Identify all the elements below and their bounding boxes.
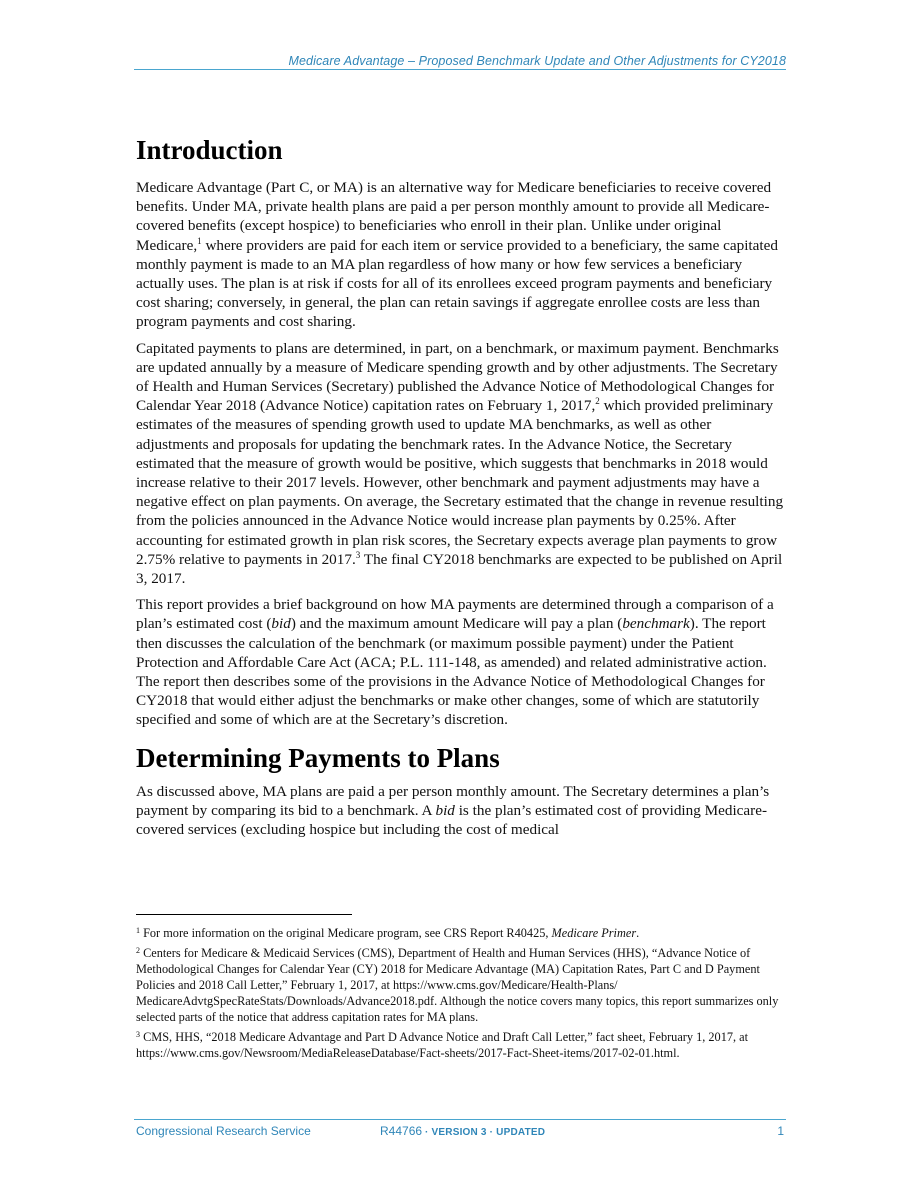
page-number: 1 [777,1124,784,1138]
intro-paragraph-2: Capitated payments to plans are determined, in part, on a benchmark, or maximum payment. Benchmarks are updated annually by a measure of Medicare spending growth and by other adjustments. The Secretary of Health and Human Services (Secretary) published the Advance Notice of Methodological Changes for Calendar Year 2018 (Advance Notice) capitation rates on February 1, 2017,$^2$ which provided preliminary estimates of the measures of spending growth used to update MA benchmarks, as well as other adjustments and proposals for updating the benchmark rates. In the Advance Notice, the Secretary estimated that the measure of growth would be positive, which suggests that benchmarks in 2018 would increase relative to their 2017 levels. However, other benchmark and payment adjustments may have a negative effect on plan payments. On average, the Secretary estimated that the change in revenue resulting from the policies announced in the Advance Notice would increase plan payments by 0.25%. After accounting for estimated growth in plan risk scores, the Secretary expects average plan payments to grow 2.75% relative to payments in 2017.$^3$ The final CY2018 benchmarks are expected to be published on April 3, 2017. [136,339,784,588]
header-title: Medicare Advantage – Proposed Benchmark Update and Other Adjustments for CY2018 [288,54,786,68]
payments-paragraph-1: As discussed above, MA plans are paid a per person monthly amount. The Secretary determines a plan’s payment by comparing its bid to a benchmark. A bid is the plan’s estimated cost of providing Medicare-covered services (excluding hospice but including the cost of medical [136,782,770,839]
intro-paragraph-3: This report provides a brief background on how MA payments are determined through a comparison of a plan’s estimated cost (bid) and the maximum amount Medicare will pay a plan (benchmark). The report then discusses the calculation of the benchmark (or maximum possible payment) under the Patient Protection and Affordable Care Act (ACA; P.L. 111-148, as amended) and related administrative action. The report then describes some of the provisions in the Advance Notice of Methodological Changes for CY2018 that would either adjust the benchmarks or make other changes, some of which are statutorily specified and some of which are at the Secretary’s discretion. [136,596,774,729]
intro-paragraph-1: Medicare Advantage (Part C, or MA) is an alternative way for Medicare beneficiaries to receive covered benefits. Under MA, private health plans are paid a per person monthly amount to provide all Medicare-covered benefits (except hospice) to beneficiaries who enroll in their plan. Unlike under original Medicare,$^1$ where providers are paid for each item or service provided to a beneficiary, the same capitated monthly payment is made to an MA plan regardless of how many or how few services a beneficiary actually uses. The plan is at risk if costs for all of its enrollees exceed program payments and beneficiary cost sharing; conversely, in general, the plan can retain savings if aggregate enrollee costs are less than program payments and cost sharing. [136,179,778,331]
footnote-ref-3[interactable]: 3 [355,549,361,560]
section-heading-introduction: Introduction [136,135,283,165]
running-header [134,53,786,70]
footer-version: · VERSION 3 · UPDATED [422,1127,546,1138]
section-heading-determining-payments: Determining Payments to Plans [136,742,500,773]
footnote-3: $^3$ CMS, HHS, “2018 Medicare Advantage and Part D Advance Notice and Draft Call Letter,” fact sheet, February 1, 2017, at https://www.cms.gov/Newsroom/MediaReleaseDatabase/Fact-sheets/2017-Fact-Sheet-items/2017-02-01.html. [136,1030,749,1060]
main-content [136,132,786,846]
page-footer [134,1119,786,1140]
footnote-ref-1[interactable]: 1 [197,235,202,246]
footer-report-number: R44766 · VERSION 3 · UPDATED [380,1124,546,1138]
footer-organization: Congressional Research Service [136,1124,311,1138]
footnote-1: $^1$ For more information on the original Medicare program, see CRS Report R40425, Medicare Primer. [136,926,640,940]
footnote-separator [136,914,352,915]
footnotes [136,925,786,1065]
footnote-ref-2[interactable]: 2 [595,396,600,407]
footnote-2: $^2$ Centers for Medicare & Medicaid Services (CMS), Department of Health and Human Services (HHS), “Advance Notice of Methodological Changes for Calendar Year (CY) 2018 for Medicare Advantage (MA) Capitation Rates, Part C and D Payment Policies and 2018 Call Letter,” February 1, 2017, at https://www.cms.gov/Medicare/Health-Plans/ MedicareAdvtgSpecRateStats/Downloads/Advance2018.pdf. Although the notice covers many topics, this report summarizes only selected parts of the notice that address capitation rates for MA plans. [136,946,779,1024]
